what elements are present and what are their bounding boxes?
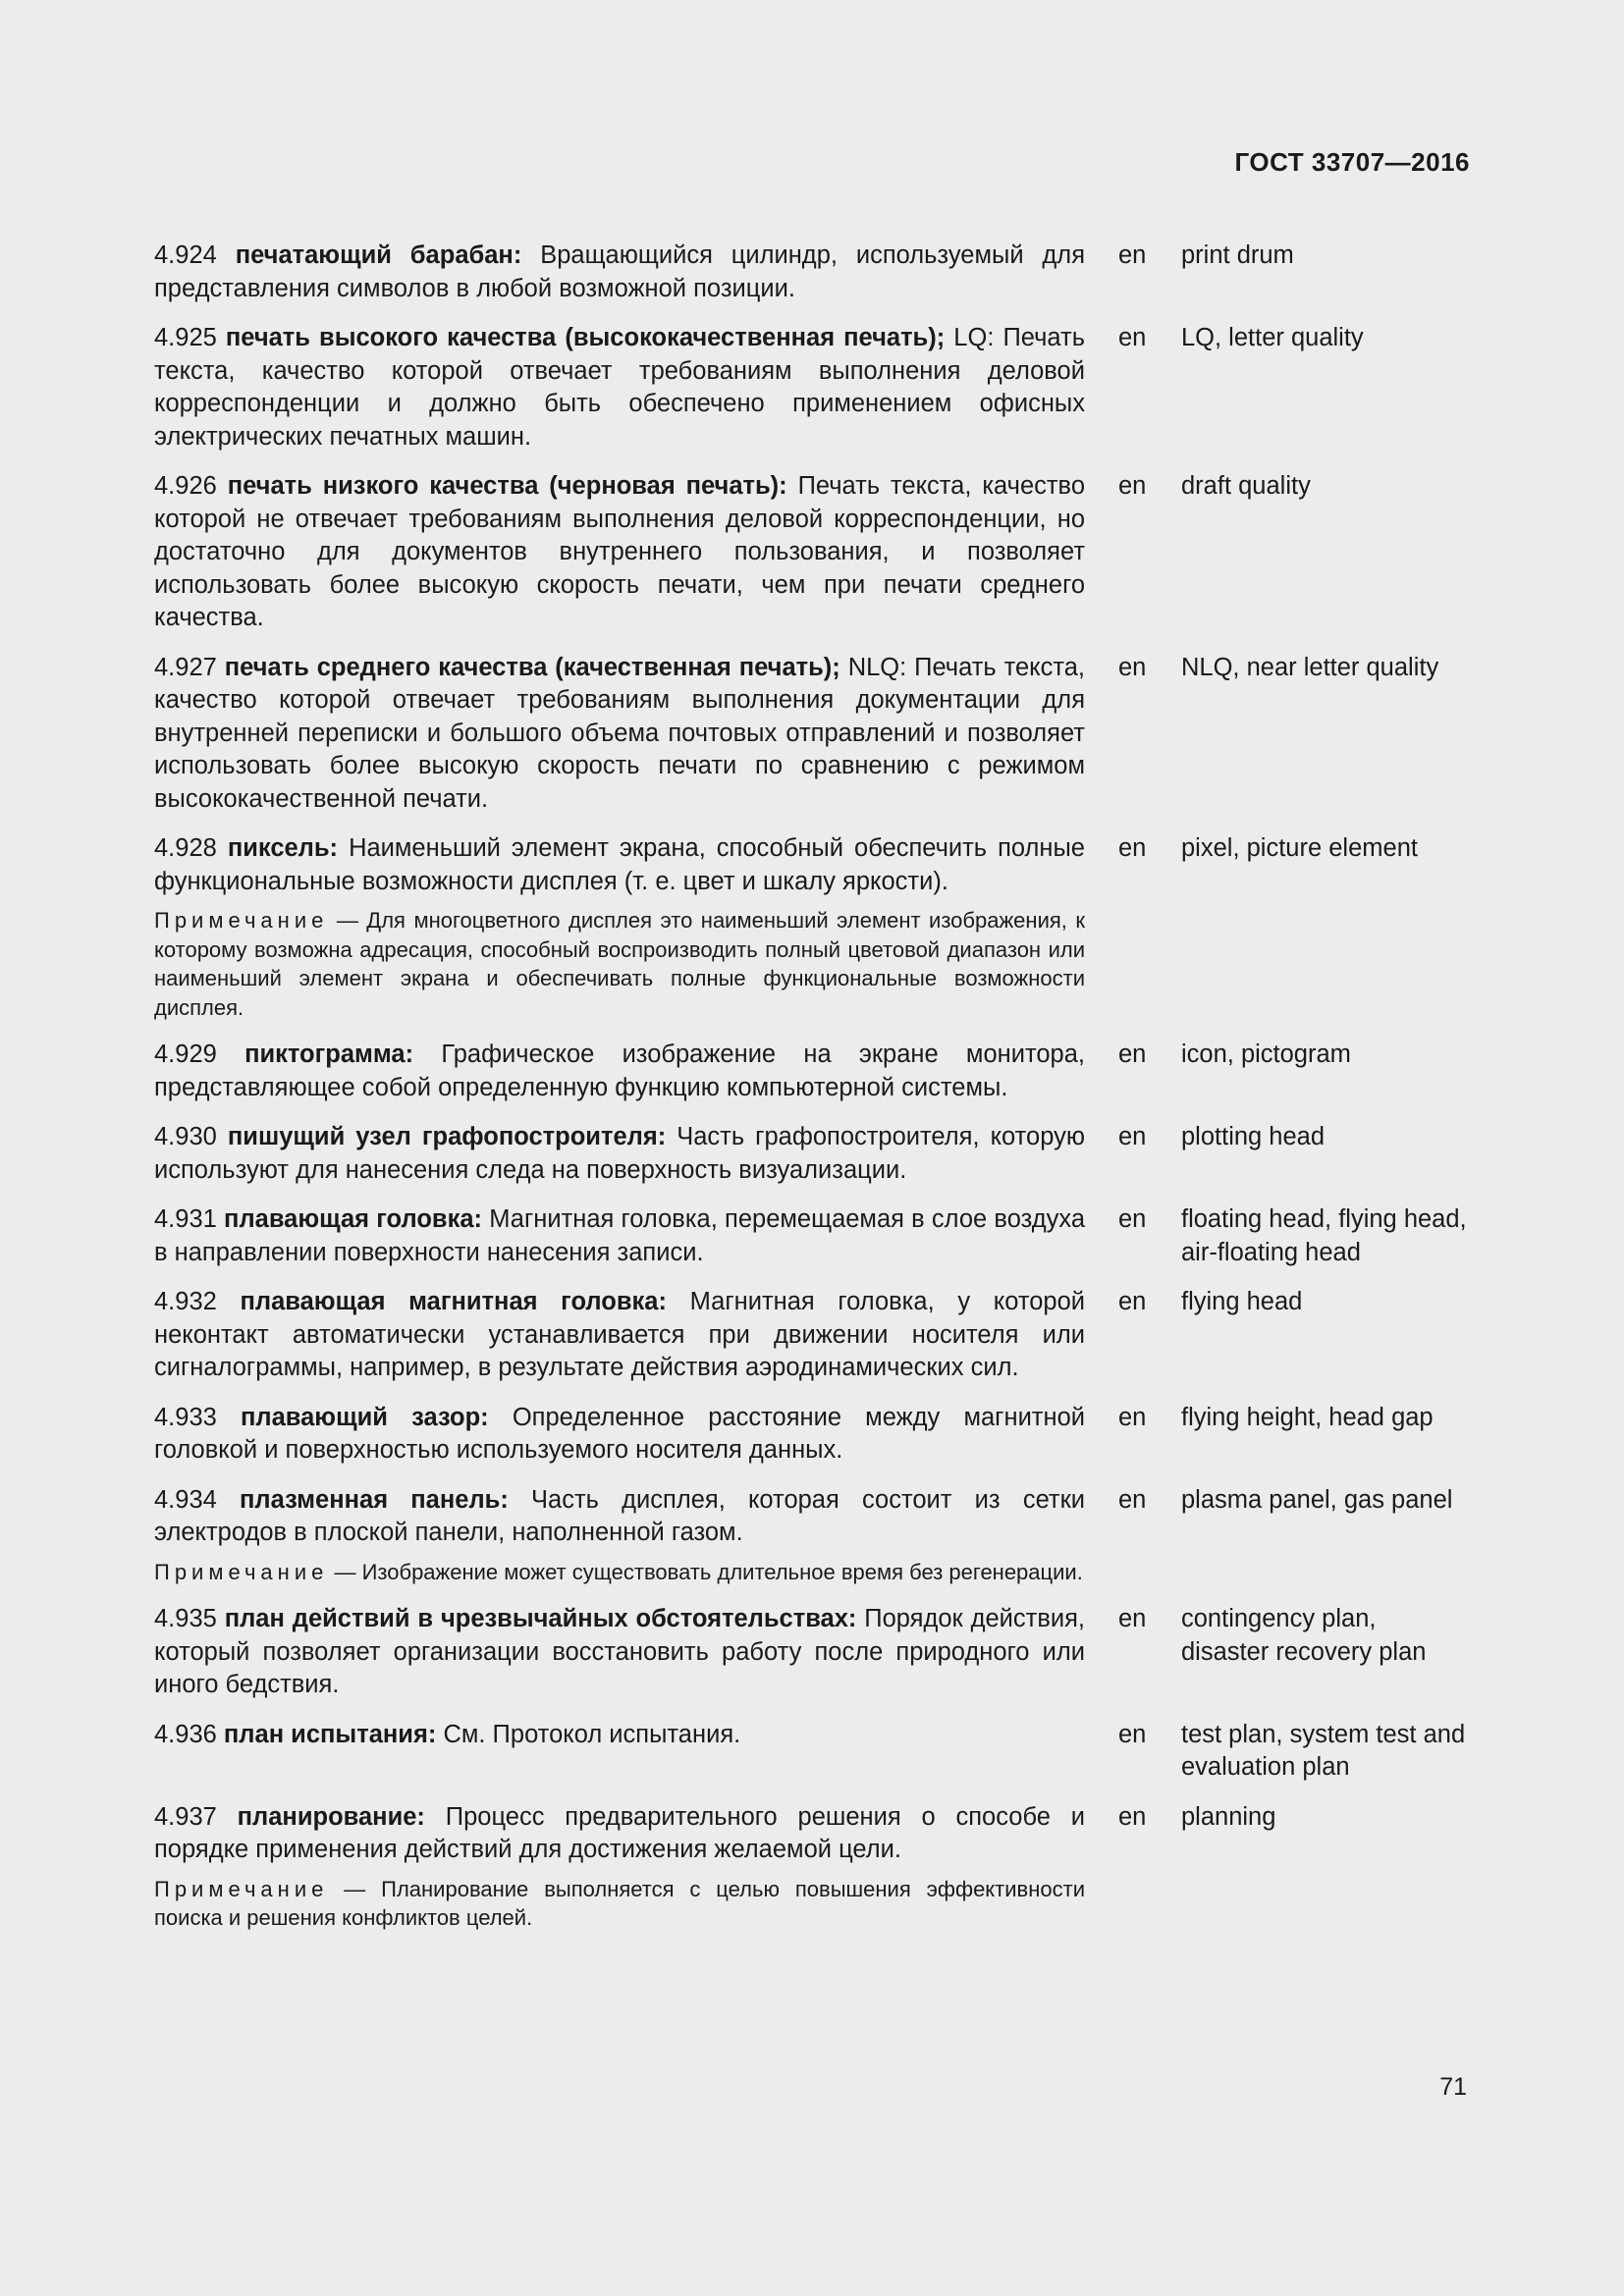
term-number: 4.934 [154, 1485, 217, 1514]
english-equivalent: plotting head [1181, 1123, 1326, 1150]
term-definition-paragraph [154, 470, 1085, 635]
term-number: 4.927 [154, 653, 217, 681]
term-definition: Вращающийся цилиндр, используемый для представления символов в любой возможной позиции. [154, 241, 1085, 302]
english-equivalent: print drum [1181, 241, 1294, 269]
term-entry-main [154, 1801, 1085, 1933]
note-text: — Изображение может существовать длительное время без регенерации. [334, 1559, 1083, 1584]
term-definition: NLQ: Печать текста, качество которой отвечает требованиям выполнения документации для внутренней переписки и большого объема почтовых отправлений и позволяет использовать более высокую скорость печати по сравнению с режимом высококачественной печати. [154, 653, 1085, 813]
term-number: 4.925 [154, 324, 217, 351]
language-code: en [1118, 1041, 1147, 1068]
term-name: пиксель: [227, 834, 339, 862]
term-definition-paragraph [154, 1603, 1085, 1702]
english-equivalent: planning [1181, 1802, 1276, 1831]
term-entry-main [154, 1203, 1085, 1269]
english-equivalent: flying height, head gap [1181, 1403, 1434, 1431]
term-number: 4.930 [154, 1123, 217, 1150]
term-definition: Наименьший элемент экрана, способный обеспечить полные функциональные возможности дисплея (т. е. цвет и шкалу яркости). [154, 834, 1085, 895]
term-note [154, 1875, 1085, 1933]
term-entry-main [154, 1603, 1085, 1702]
term-entry [154, 1719, 1470, 1785]
term-definition: Определенное расстояние между магнитной головкой и поверхностью используемого носителя данных. [154, 1403, 1085, 1464]
note-text: — Планирование выполняется с целью повышения эффективности поиска и решения конфликтов целей. [154, 1876, 1085, 1930]
language-code: en [1118, 1288, 1147, 1315]
note-label: Примечание [154, 1559, 329, 1584]
term-number: 4.937 [154, 1802, 217, 1831]
term-entry [154, 1203, 1470, 1269]
term-entry [154, 470, 1470, 635]
language-code: en [1118, 1123, 1147, 1150]
term-number: 4.929 [154, 1041, 217, 1068]
term-entries-list [154, 240, 1470, 1949]
language-code: en [1118, 1720, 1147, 1748]
term-entry [154, 322, 1470, 454]
standard-number-header: ГОСТ 33707—2016 [1234, 147, 1470, 177]
term-definition: Процесс предварительного решения о способе и порядке применения действий для достижения желаемой цели. [154, 1802, 1086, 1863]
term-entry [154, 1402, 1470, 1468]
term-entry-main [154, 832, 1085, 1022]
term-name: планирование: [237, 1802, 425, 1831]
term-definition-paragraph [154, 322, 1085, 454]
english-equivalent: NLQ, near letter quality [1181, 653, 1439, 681]
term-entry [154, 1039, 1470, 1104]
language-code: en [1118, 653, 1147, 681]
term-name: печать низкого качества (черновая печать): [227, 472, 787, 500]
term-entry-main [154, 1121, 1085, 1187]
term-definition-paragraph [154, 1039, 1085, 1104]
term-number: 4.935 [154, 1605, 217, 1632]
term-number: 4.932 [154, 1288, 217, 1315]
term-definition: Часть дисплея, которая состоит из сетки электродов в плоской панели, наполненной газом. [154, 1485, 1085, 1546]
language-code: en [1118, 472, 1147, 500]
language-code: en [1118, 1605, 1147, 1632]
term-name: план испытания: [223, 1720, 437, 1748]
term-definition-paragraph [154, 1402, 1085, 1468]
term-name: печать высокого качества (высококачественная печать); [225, 324, 946, 351]
term-entry-main [154, 1719, 1085, 1785]
term-definition-paragraph [154, 1286, 1085, 1385]
term-definition-paragraph [154, 1121, 1085, 1187]
english-equivalent: pixel, picture element [1181, 834, 1418, 862]
term-entry-main [154, 652, 1085, 817]
term-definition: Магнитная головка, у которой неконтакт автоматически устанавливается при движении носителя или сигналограммы, например, в результате действия аэродинамических сил. [154, 1288, 1086, 1381]
term-name: печать среднего качества (качественная печать); [224, 653, 840, 681]
term-definition: Магнитная головка, перемещаемая в слое воздуха в направлении поверхности нанесения записи. [154, 1205, 1085, 1266]
term-name: печатающий барабан: [235, 241, 522, 269]
language-code: en [1118, 834, 1147, 862]
term-definition: Порядок действия, который позволяет организации восстановить работу после природного или иного бедствия. [154, 1605, 1086, 1698]
term-definition-paragraph [154, 1484, 1085, 1550]
term-entry [154, 1286, 1470, 1385]
english-equivalent: draft quality [1181, 472, 1311, 500]
term-number: 4.936 [154, 1720, 217, 1748]
term-definition-paragraph [154, 1801, 1085, 1867]
term-definition: Часть графопостроителя, которую используют для нанесения следа на поверхность визуализации. [154, 1123, 1085, 1184]
term-entry [154, 1801, 1470, 1933]
english-equivalent: flying head [1181, 1288, 1303, 1315]
term-number: 4.926 [154, 472, 217, 500]
term-entry [154, 240, 1470, 305]
term-definition-paragraph [154, 832, 1085, 898]
term-definition-paragraph [154, 1203, 1085, 1269]
language-code: en [1118, 241, 1147, 269]
term-name: плавающий зазор: [241, 1403, 489, 1431]
term-name: плазменная панель: [240, 1485, 509, 1514]
term-name: план действий в чрезвычайных обстоятельствах: [224, 1605, 857, 1632]
language-code: en [1118, 1205, 1147, 1233]
term-name: плавающая магнитная головка: [240, 1288, 667, 1315]
note-label: Примечание [154, 908, 329, 933]
term-definition: Графическое изображение на экране монитора, представляющее собой определенную функцию компьютерной системы. [154, 1041, 1085, 1101]
term-entry-main [154, 240, 1085, 305]
term-entry [154, 1603, 1470, 1702]
term-name: пишущий узел графопостроителя: [227, 1123, 667, 1150]
term-entry [154, 832, 1470, 1022]
language-code: en [1118, 1802, 1147, 1831]
term-definition: См. Протокол испытания. [443, 1720, 741, 1748]
term-definition: LQ: Печать текста, качество которой отвечает требованиям выполнения деловой корреспонденции и должно быть обеспечено применением офисных электрических печатных машин. [154, 324, 1085, 451]
language-code: en [1118, 1485, 1147, 1514]
term-entry-main [154, 1286, 1085, 1385]
page-number: 71 [1439, 2073, 1467, 2101]
term-entry [154, 1121, 1470, 1187]
term-entry-main [154, 1402, 1085, 1468]
note-text: — Для многоцветного дисплея это наименьший элемент изображения, к которому возможна адресация, способный воспроизводить полный цветовой диапазон или наименьший элемент экрана и обеспечивать полные функциональные возможности дисплея. [154, 908, 1085, 1020]
term-note [154, 1558, 1085, 1587]
term-number: 4.928 [154, 834, 217, 862]
term-entry-main [154, 1484, 1085, 1587]
english-equivalent: plasma panel, gas panel [1181, 1485, 1453, 1514]
term-entry-main [154, 470, 1085, 635]
english-equivalent: contingency plan, disaster recovery plan [1181, 1605, 1427, 1666]
term-name: плавающая головка: [224, 1205, 483, 1233]
term-definition: Печать текста, качество которой не отвечает требованиям выполнения деловой корреспонденции, но достаточно для документов внутреннего пользования, и позволяет использовать более высокую скорость печати, чем при печати среднего качества. [154, 472, 1085, 631]
english-equivalent: floating head, flying head, air-floating head [1181, 1205, 1467, 1266]
term-number: 4.933 [154, 1403, 217, 1431]
term-name: пиктограмма: [244, 1041, 414, 1068]
english-equivalent: LQ, letter quality [1181, 324, 1364, 351]
term-number: 4.931 [154, 1205, 217, 1233]
term-number: 4.924 [154, 241, 217, 269]
term-definition-paragraph [154, 1719, 1085, 1752]
term-entry-main [154, 322, 1085, 454]
term-note [154, 906, 1085, 1022]
term-entry [154, 1484, 1470, 1587]
note-label: Примечание [154, 1876, 329, 1901]
english-equivalent: icon, pictogram [1181, 1041, 1351, 1068]
language-code: en [1118, 1403, 1147, 1431]
term-entry-main [154, 1039, 1085, 1104]
language-code: en [1118, 324, 1147, 351]
term-definition-paragraph [154, 652, 1085, 817]
english-equivalent: test plan, system test and evaluation plan [1181, 1720, 1466, 1781]
term-definition-paragraph [154, 240, 1085, 305]
term-entry [154, 652, 1470, 817]
